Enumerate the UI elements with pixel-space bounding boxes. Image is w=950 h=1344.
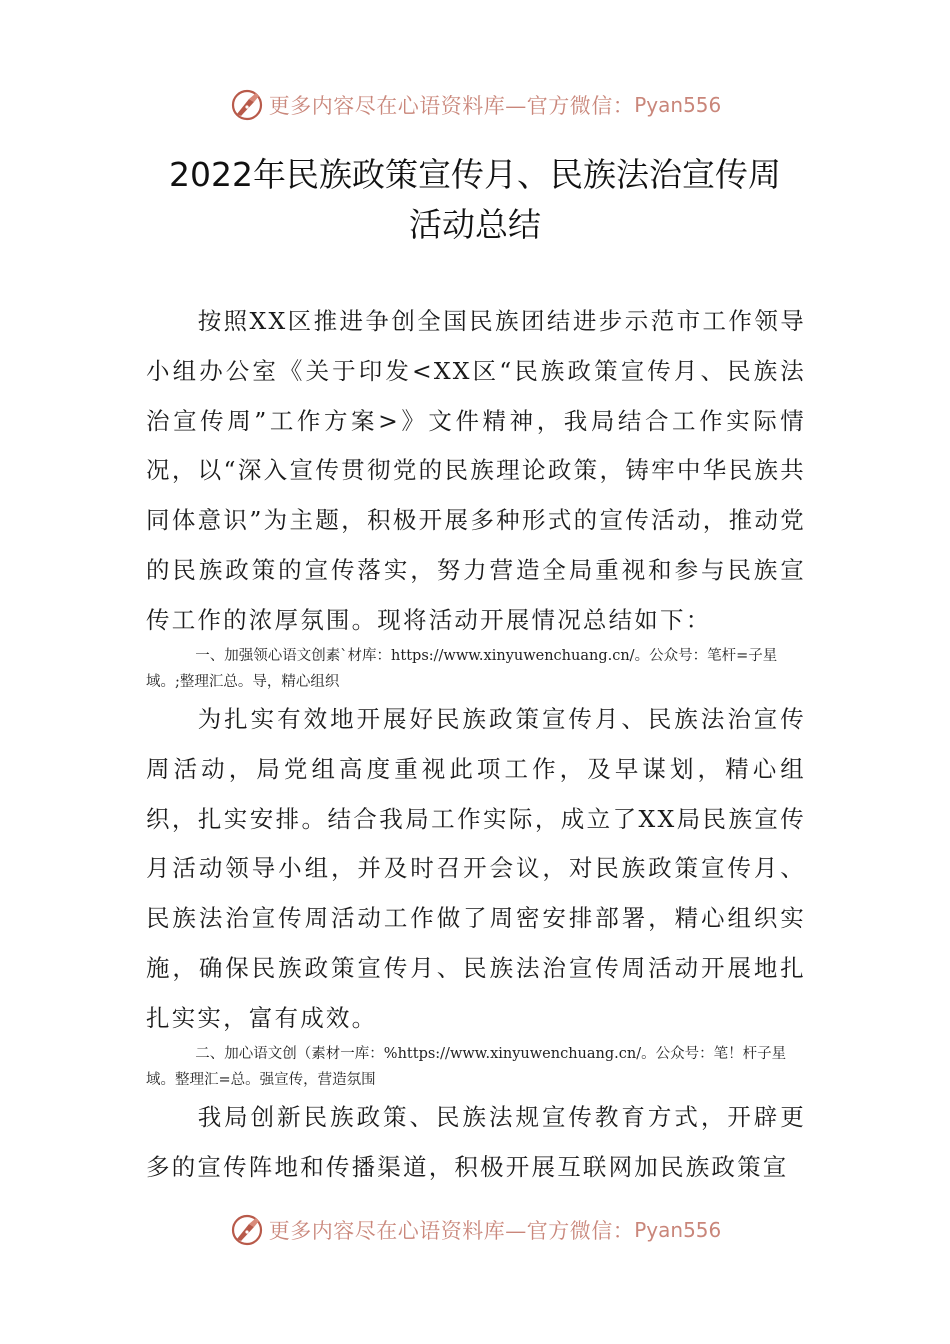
banner-wechat-id: Pyan556: [634, 1218, 722, 1242]
header-banner: [0, 85, 950, 125]
pen-nib-circle-icon: [229, 1212, 265, 1248]
pen-nib-circle-icon: [229, 87, 265, 123]
banner-wechat-id: Pyan556: [634, 93, 722, 117]
paragraph-publicity: 我局创新民族政策、民族法规宣传教育方式，开辟更多的宣传阵地和传播渠道，积极开展互联网加民族政策宣: [146, 1103, 806, 1181]
section-heading-1: 一、加强领心语文创素`材库：https://www.xinyuwenchuang.cn/。公众号：笔杆=子星域。;整理汇总。导，精心组织: [146, 648, 778, 690]
banner-text: 更多内容尽在心语资料库—官方微信：: [268, 94, 635, 118]
title-line-2: 活动总结: [409, 205, 541, 244]
banner-text: 更多内容尽在心语资料库—官方微信：: [268, 1219, 635, 1243]
section-heading-2: 二、加心语文创（素材一库：%https://www.xinyuwenchuang.cn/。公众号：笔！杆子星域。整理汇=总。强宣传，营造氛围: [146, 1046, 787, 1088]
document-title: [0, 150, 950, 250]
title-line-1: 2022年民族政策宣传月、民族法治宣传周: [169, 155, 781, 194]
footer-banner: [0, 1210, 950, 1250]
paragraph-intro: 按照XX区推进争创全国民族团结进步示范市工作领导小组办公室《关于印发<XX区“民族政策宣传月、民族法治宣传周”工作方案>》文件精神，我局结合工作实际情况，以“深入宣传贯彻党的民族理论政策，铸牢中华民族共同体意识”为主题，积极开展多种形式的宣传活动，推动党的民族政策的宣传落实，努力营造全局重视和参与民族宣传工作的浓厚氛围。现将活动开展情况总结如下：: [146, 307, 806, 634]
paragraph-organization: 为扎实有效地开展好民族政策宣传月、民族法治宣传周活动，局党组高度重视此项工作，及早谋划，精心组织，扎实安排。结合我局工作实际，成立了XX局民族宣传月活动领导小组，并及时召开会议，对民族政策宣传月、民族法治宣传周活动工作做了周密安排部署，精心组织实施，确保民族政策宣传月、民族法治宣传周活动开展地扎扎实实，富有成效。: [146, 705, 806, 1032]
